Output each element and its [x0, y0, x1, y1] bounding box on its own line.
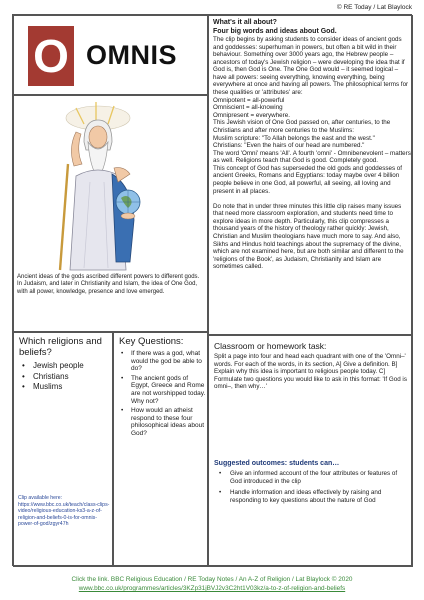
text-line: This Jewish vision of One God passed on, after centuries, to the Christians and after more centuries to the Muslims:	[213, 119, 391, 134]
classroom-task-heading: Classroom or homework task:	[214, 341, 327, 351]
classroom-task-text: Split a page into four and head each quadrant with one of the 'Omni–' words. For each of the words, in its section, A] Give a definition. B] Explain why this idea is important to religious people today. C] Formulate two questions you would like to ask in this format: 'If God is omni–, then why…'	[214, 353, 407, 391]
key-questions-list	[120, 350, 206, 440]
suggested-outcomes-heading: Suggested outcomes: students can…	[214, 460, 340, 467]
list-item: • How would an atheist respond to these four philosophical ideas about God?	[120, 407, 206, 437]
key-questions-heading: Key Questions:	[119, 336, 184, 347]
list-item: • Christians	[22, 372, 110, 383]
list-item: • If there was a god, what would the god be able to do?	[120, 350, 206, 373]
paragraph-gap	[213, 195, 411, 203]
list-item: • Handle information and ideas effectively by raising and responding to key questions about the nature of God	[217, 489, 409, 504]
text-line: The clip begins by asking students to consider ideas of ancient gods and goddesses: superhuman in powers, but often a bit wild in their behaviour. Something over 3000 years ago, the Hebrew people – ancestors of today's Jewish religion – were developing the idea that if God is, then God is One. The One God would – it seemed logical – have all powers: seeing everything, knowing everything, being everywhere at once and having all powers. The philosophical terms for these qualities or 'attributes' are:	[213, 36, 409, 97]
classroom-task-panel	[208, 335, 413, 567]
god-figure-illustration	[54, 102, 166, 272]
illustration-panel	[13, 95, 208, 332]
worksheet-grid	[12, 14, 412, 566]
which-religions-heading: Which religions and beliefs?	[19, 336, 102, 358]
title-panel	[13, 15, 208, 95]
text-line: Muslim scripture: "To Allah belongs the east and the west."	[213, 134, 375, 142]
title-letter-badge: O	[28, 26, 74, 86]
clip-link[interactable]: Clip available here: https://www.bbc.co.uk/teach/class-clips-video/religious-education-ks3-a-z-of-religion-and-beliefs-0-is-for-omnis-power-of-god/zgyr47h	[18, 495, 110, 528]
footer-link[interactable]: www.bbc.co.uk/programmes/articles/3KZp31jBVJ2v3C2ht1V03kz/a-to-z-of-religion-and-beliefs	[78, 585, 346, 592]
copyright: © RE Today / Lat Blaylock	[336, 4, 412, 11]
illustration-caption: Ancient ideas of the gods ascribed different powers to different gods. In Judaism, and later in Christianity and Islam, the idea of One God, with all power, knowledge, presence and love emerged.	[17, 274, 200, 295]
list-item: • Give an informed account of the four attributes or features of God introduced in the clip	[217, 470, 409, 485]
text-line: The word 'Omni' means 'All'. A fourth 'omni' - Omnibenevolent – matters as well. Religions teach that God is good. Completely good.	[213, 149, 411, 165]
whats-it-about-heading: What's it all about?	[213, 19, 277, 26]
list-item: • The ancient gods of Egypt, Greece and Rome are not worshipped today. Why not?	[120, 375, 206, 405]
key-questions-panel	[113, 332, 208, 567]
page-title: OMNIS	[86, 40, 178, 70]
text-line: Omnipresent = everywhere.	[213, 111, 290, 119]
globe-icon	[116, 190, 140, 214]
main-text-body	[213, 36, 411, 271]
outcomes-list	[217, 470, 409, 508]
four-big-words-heading: Four big words and ideas about God.	[213, 27, 337, 35]
section-heading	[213, 19, 411, 36]
main-text-panel	[208, 15, 413, 335]
text-line: Omniscient = all-knowing	[213, 104, 283, 112]
religions-list	[22, 361, 110, 393]
which-religions-panel	[13, 332, 113, 567]
text-line: This concept of God has superseded the old gods and goddesses of ancient Greeks, Romans and Egyptians: today maybe over 4 billion people believe in one God, all powerful, all seeing, all loving and present in all places.	[213, 164, 403, 195]
text-line: Christians: "Even the hairs of our head are numbered."	[213, 142, 365, 150]
footer-credit[interactable]: Click the link. BBC Religious Education / RE Today Notes / An A-Z of Religion / Lat Blaylock © 2020	[71, 576, 353, 583]
list-item: • Jewish people	[22, 361, 110, 372]
text-line: Omnipotent = all-powerful	[213, 96, 285, 104]
text-line: Do note that in under three minutes this little clip raises many issues that need more classroom exploration, and students need time to explore ideas in more depth. Particularly, this clip compresses a thousand years of the history of theology rather quickly: Jewish, Christian and Muslim theologians have much more to say. And also, Sikhs and Hindus hold teachings about the supremacy of the divine, which are not examined here, but are both similar and different to the 'religions of the Book', as Judaism, Christianity and Islam are sometimes called.	[213, 202, 404, 271]
list-item: • Muslims	[22, 382, 110, 393]
